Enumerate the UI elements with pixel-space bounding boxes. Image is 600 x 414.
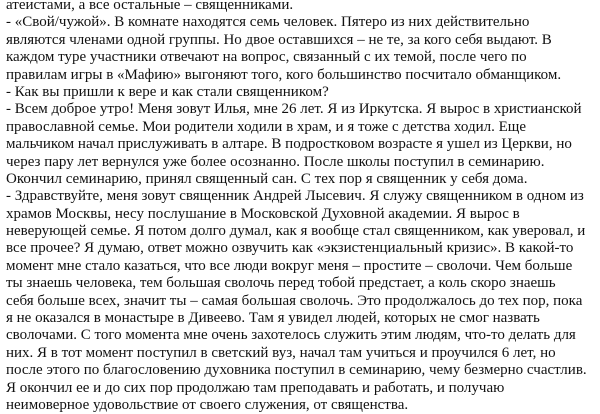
text-line: себя больше всех, значит ты – самая большая сволочь. Это продолжалось до тех пор, пока <box>6 292 583 309</box>
text-line: православной семье. Мои родители ходили в храм, и я тоже с детства ходил. Еще <box>6 118 526 135</box>
text-line: атеистами, а все остальные – священниками. <box>6 0 294 13</box>
text-line: неверующей семье. Я потом долго думал, как я вообще стал священником, как уверовал, и <box>6 223 586 240</box>
text-line: через пару лет вернулся уже более осознанно. После школы поступил в семинарию. <box>6 153 545 170</box>
text-line: Окончил семинарию, принял священный сан. С тех пор я священник у себя дома. <box>6 170 528 187</box>
text-line: Я окончил ее и до сих пор продолжаю там преподавать и работать, и получаю <box>6 379 505 396</box>
text-line: правилам игры в «Мафию» выгоняют того, кого большинство посчитало обманщиком. <box>6 66 562 83</box>
text-line: ты знаешь человека, тем большая сволочь перед тобой предстает, а коль скоро знаешь <box>6 275 556 292</box>
text-line: каждом туре участники отвечают на вопрос, связанный с их темой, после чего по <box>6 49 527 66</box>
text-line: - Как вы пришли к вере и как стали священником? <box>6 83 329 100</box>
text-line: - Здравствуйте, меня зовут священник Андрей Лысевич. Я служу священником в одном из <box>6 188 584 205</box>
text-line: них. Я в тот момент поступил в светский вуз, начал там учиться и проучился 6 лет, но <box>6 344 556 361</box>
text-line: после этого по благословению духовника поступил в семинарию, чему безмерно счастлив. <box>6 362 587 379</box>
text-line: сволочами. С того момента мне очень захотелось служить этим людям, что-то делать для <box>6 327 576 344</box>
text-line: все прочее? Я думаю, ответ можно озвучить как «экзистенциальный кризис». В какой-то <box>6 240 574 257</box>
text-line: - «Свой/чужой». В комнате находятся семь человек. Пятеро из них действительно <box>6 14 530 31</box>
text-line: я не оказался в монастыре в Дивеево. Там я увидел людей, которых не смог назвать <box>6 310 540 327</box>
text-line: - Всем доброе утро! Меня зовут Илья, мне 26 лет. Я из Иркутска. Я вырос в христианской <box>6 101 582 118</box>
text-line: являются членами одной группы. Но двое оставшихся – не те, за кого себя выдают. В <box>6 31 552 48</box>
text-line: момент мне стало казаться, что все люди вокруг меня – простите – сволочи. Чем больше <box>6 257 573 274</box>
text-line: неимоверное удовольствие от своего служения, от священства. <box>6 396 409 413</box>
text-line: мальчиком начал прислуживать в алтаре. В подростковом возрасте я ушел из Церкви, но <box>6 136 572 153</box>
document-body <box>6 0 596 414</box>
text-line: храмов Москвы, несу послушание в Московской Духовной академии. Я вырос в <box>6 205 520 222</box>
